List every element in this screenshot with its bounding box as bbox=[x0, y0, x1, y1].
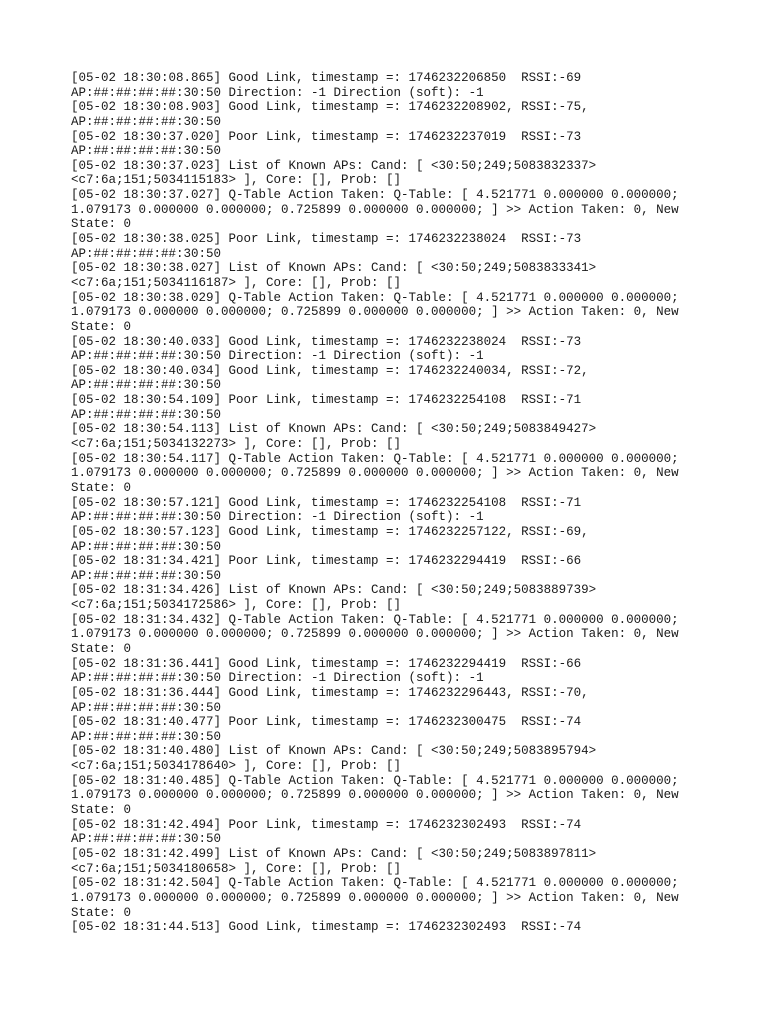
log-line: [05-02 18:30:37.020] Poor Link, timestamp =: 1746232237019 RSSI:-73 bbox=[71, 129, 582, 144]
log-line: [05-02 18:30:54.117] Q-Table Action Taken: Q-Table: [ 4.521771 0.000000 0.000000; bbox=[71, 451, 679, 466]
log-line: [05-02 18:31:40.477] Poor Link, timestamp =: 1746232300475 RSSI:-74 bbox=[71, 715, 582, 730]
log-line: State: 0 bbox=[71, 641, 132, 656]
log-line: <c7:6a;151;5034115183> ], Core: [], Prob: [] bbox=[71, 173, 402, 188]
log-line: [05-02 18:30:08.903] Good Link, timestamp =: 1746232208902, RSSI:-75, bbox=[71, 100, 589, 115]
log-line: AP:##:##:##:##:30:50 bbox=[71, 539, 222, 554]
log-line: [05-02 18:30:40.033] Good Link, timestamp =: 1746232238024 RSSI:-73 bbox=[71, 334, 582, 349]
log-line: AP:##:##:##:##:30:50 bbox=[71, 700, 222, 715]
log-line: [05-02 18:31:36.441] Good Link, timestamp =: 1746232294419 RSSI:-66 bbox=[71, 656, 582, 671]
log-line: [05-02 18:30:38.025] Poor Link, timestamp =: 1746232238024 RSSI:-73 bbox=[71, 232, 582, 247]
log-line: [05-02 18:31:40.480] List of Known APs: Cand: [ <30:50;249;5083895794> bbox=[71, 744, 597, 759]
log-line: [05-02 18:30:54.109] Poor Link, timestamp =: 1746232254108 RSSI:-71 bbox=[71, 393, 582, 408]
log-line: 1.079173 0.000000 0.000000; 0.725899 0.000000 0.000000; ] >> Action Taken: 0, New bbox=[71, 788, 679, 803]
log-line: AP:##:##:##:##:30:50 bbox=[71, 568, 222, 583]
log-line: 1.079173 0.000000 0.000000; 0.725899 0.000000 0.000000; ] >> Action Taken: 0, New bbox=[71, 890, 679, 905]
log-line: [05-02 18:31:42.494] Poor Link, timestamp =: 1746232302493 RSSI:-74 bbox=[71, 817, 582, 832]
log-line: AP:##:##:##:##:30:50 bbox=[71, 832, 222, 847]
log-line: [05-02 18:30:38.027] List of Known APs: Cand: [ <30:50;249;5083833341> bbox=[71, 261, 597, 276]
log-line: [05-02 18:30:40.034] Good Link, timestamp =: 1746232240034, RSSI:-72, bbox=[71, 363, 589, 378]
log-line: <c7:6a;151;5034116187> ], Core: [], Prob: [] bbox=[71, 275, 402, 290]
log-line: [05-02 18:30:57.123] Good Link, timestamp =: 1746232257122, RSSI:-69, bbox=[71, 524, 589, 539]
log-line: AP:##:##:##:##:30:50 Direction: -1 Direction (soft): -1 bbox=[71, 349, 484, 364]
log-line: AP:##:##:##:##:30:50 bbox=[71, 114, 222, 129]
log-line: AP:##:##:##:##:30:50 Direction: -1 Direction (soft): -1 bbox=[71, 85, 484, 100]
log-line: AP:##:##:##:##:30:50 bbox=[71, 246, 222, 261]
log-line: [05-02 18:31:42.504] Q-Table Action Taken: Q-Table: [ 4.521771 0.000000 0.000000; bbox=[71, 876, 679, 891]
log-line: [05-02 18:30:08.865] Good Link, timestamp =: 1746232206850 RSSI:-69 bbox=[71, 71, 582, 85]
log-line: [05-02 18:31:34.426] List of Known APs: Cand: [ <30:50;249;5083889739> bbox=[71, 583, 597, 598]
log-line: AP:##:##:##:##:30:50 bbox=[71, 144, 222, 159]
log-line: [05-02 18:30:37.027] Q-Table Action Taken: Q-Table: [ 4.521771 0.000000 0.000000; bbox=[71, 188, 679, 203]
log-line: [05-02 18:30:38.029] Q-Table Action Taken: Q-Table: [ 4.521771 0.000000 0.000000; bbox=[71, 290, 679, 305]
log-line: <c7:6a;151;5034172586> ], Core: [], Prob: [] bbox=[71, 598, 402, 613]
log-line: AP:##:##:##:##:30:50 Direction: -1 Direction (soft): -1 bbox=[71, 510, 484, 525]
log-line: [05-02 18:30:57.121] Good Link, timestamp =: 1746232254108 RSSI:-71 bbox=[71, 495, 582, 510]
log-line: 1.079173 0.000000 0.000000; 0.725899 0.000000 0.000000; ] >> Action Taken: 0, New bbox=[71, 305, 679, 320]
log-line: State: 0 bbox=[71, 480, 132, 495]
log-line: 1.079173 0.000000 0.000000; 0.725899 0.000000 0.000000; ] >> Action Taken: 0, New bbox=[71, 202, 679, 217]
log-line: <c7:6a;151;5034132273> ], Core: [], Prob: [] bbox=[71, 437, 402, 452]
log-line: [05-02 18:31:40.485] Q-Table Action Taken: Q-Table: [ 4.521771 0.000000 0.000000; bbox=[71, 773, 679, 788]
log-line: AP:##:##:##:##:30:50 Direction: -1 Direction (soft): -1 bbox=[71, 671, 484, 686]
log-line: 1.079173 0.000000 0.000000; 0.725899 0.000000 0.000000; ] >> Action Taken: 0, New bbox=[71, 627, 679, 642]
log-line: State: 0 bbox=[71, 217, 132, 232]
log-line: [05-02 18:30:37.023] List of Known APs: Cand: [ <30:50;249;5083832337> bbox=[71, 158, 597, 173]
log-line: AP:##:##:##:##:30:50 bbox=[71, 729, 222, 744]
log-line: [05-02 18:31:44.513] Good Link, timestamp =: 1746232302493 RSSI:-74 bbox=[71, 920, 582, 935]
log-line: <c7:6a;151;5034178640> ], Core: [], Prob: [] bbox=[71, 759, 402, 774]
log-line: [05-02 18:31:42.499] List of Known APs: Cand: [ <30:50;249;5083897811> bbox=[71, 846, 597, 861]
log-line: <c7:6a;151;5034180658> ], Core: [], Prob: [] bbox=[71, 861, 402, 876]
log-line: AP:##:##:##:##:30:50 bbox=[71, 378, 222, 393]
log-line: [05-02 18:31:34.421] Poor Link, timestamp =: 1746232294419 RSSI:-66 bbox=[71, 554, 582, 569]
log-line: 1.079173 0.000000 0.000000; 0.725899 0.000000 0.000000; ] >> Action Taken: 0, New bbox=[71, 466, 679, 481]
log-line: State: 0 bbox=[71, 905, 132, 920]
log-line: [05-02 18:30:54.113] List of Known APs: Cand: [ <30:50;249;5083849427> bbox=[71, 422, 597, 437]
log-line: AP:##:##:##:##:30:50 bbox=[71, 407, 222, 422]
log-document bbox=[71, 71, 721, 935]
log-line: State: 0 bbox=[71, 803, 132, 818]
log-line: [05-02 18:31:34.432] Q-Table Action Taken: Q-Table: [ 4.521771 0.000000 0.000000; bbox=[71, 612, 679, 627]
log-line: [05-02 18:31:36.444] Good Link, timestamp =: 1746232296443, RSSI:-70, bbox=[71, 685, 589, 700]
log-line: State: 0 bbox=[71, 319, 132, 334]
